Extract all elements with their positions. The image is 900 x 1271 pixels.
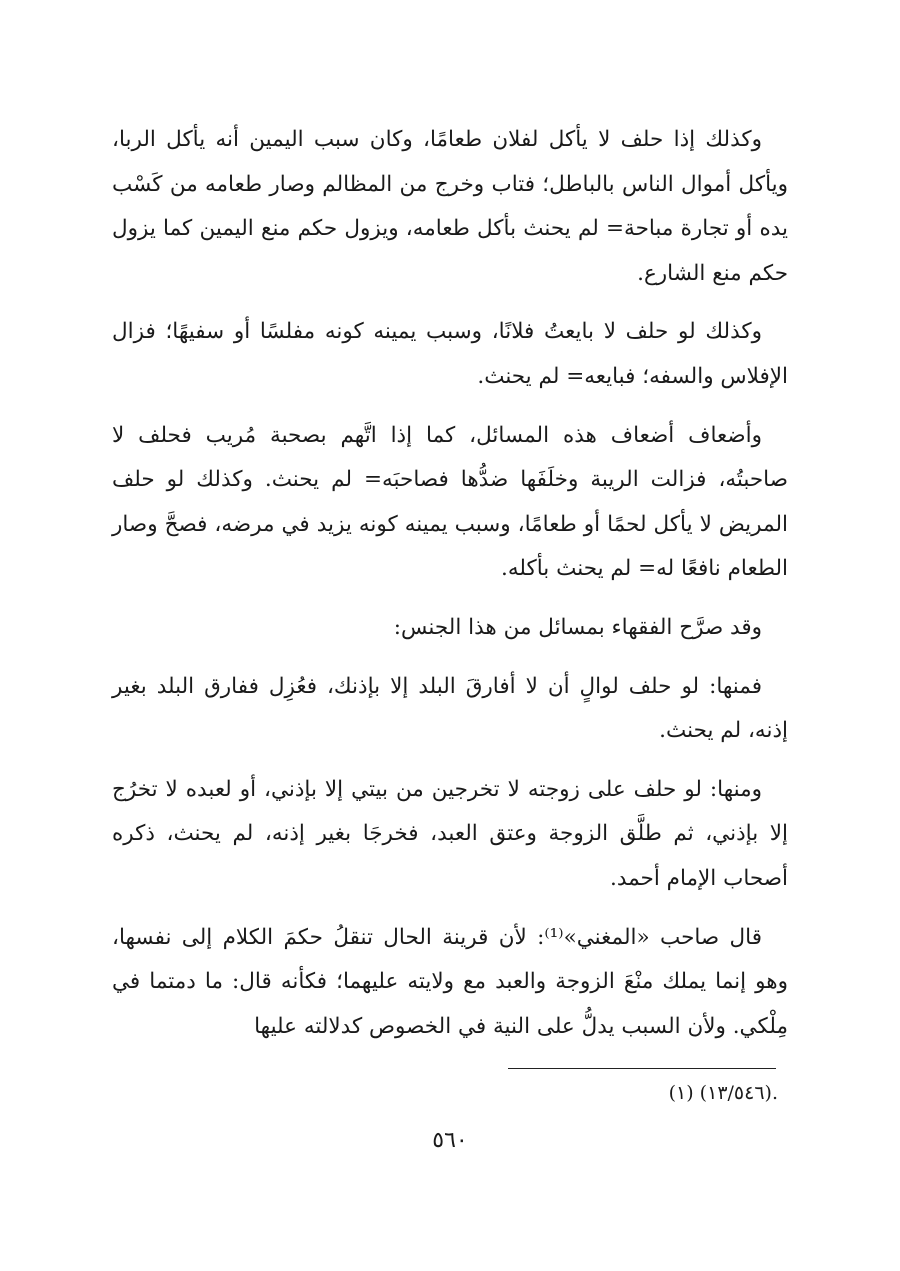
paragraph-3: وأضعاف أضعاف هذه المسائل، كما إذا اتَّهم بصحبة مُريب فحلف لا صاحبتُه، فزالت الريبة وخلَفَها ضدُّها فصاحبَه= لم يحنث. وكذلك لو حلف المريض لا يأكل لحمًا أو طعامًا، وسبب يمينه كونه يزيد في مرضه، فصحَّ وصار الطعام نافعًا له= لم يحنث بأكله. bbox=[112, 422, 788, 582]
footnote-divider bbox=[508, 1068, 776, 1069]
main-text bbox=[112, 118, 788, 1063]
paragraph-2: وكذلك لو حلف لا بايعتُ فلانًا، وسبب يمينه كونه مفلسًا أو سفيهًا؛ فزال الإفلاس والسفه؛ فبايعه= لم يحنث. bbox=[112, 319, 788, 389]
paragraph-6: ومنها: لو حلف على زوجته لا تخرجين من بيتي إلا بإذني، أو لعبده لا تخرُج إلا بإذني، ثم طلَّق الزوجة وعتق العبد، فخرجَا بغير إذنه، لم يحنث، ذكره أصحاب الإمام أحمد. bbox=[112, 776, 788, 891]
page-number: ٥٦٠ bbox=[432, 1128, 468, 1153]
paragraph-5: فمنها: لو حلف لوالٍ أن لا أفارقَ البلد إلا بإذنك، فعُزِل ففارق البلد بغير إذنه، لم يحنث. bbox=[112, 673, 788, 744]
footnote: (١) (١٣/٥٤٦). bbox=[668, 1082, 778, 1104]
paragraph-7: قال صاحب «المغني»⁽¹⁾: لأن قرينة الحال تنقلُ حكمَ الكلام إلى نفسها، وهو إنما يملك منْعَ الزوجة والعبد مع ولايته عليهما؛ فكأنه قال: ما دمتما في مِلْكي. ولأن السبب يدلُّ على النية في الخصوص كدلالته عليها bbox=[112, 924, 788, 1039]
paragraph-1: وكذلك إذا حلف لا يأكل لفلان طعامًا، وكان سبب اليمين أنه يأكل الربا، ويأكل أموال الناس بالباطل؛ فتاب وخرج من المظالم وصار طعامه من كَسْب يده أو تجارة مباحة= لم يحنث بأكل طعامه، ويزول حكم منع اليمين كما يزول حكم منع الشارع. bbox=[112, 127, 788, 286]
paragraph-4: وقد صرَّح الفقهاء بمسائل من هذا الجنس: bbox=[393, 614, 762, 640]
